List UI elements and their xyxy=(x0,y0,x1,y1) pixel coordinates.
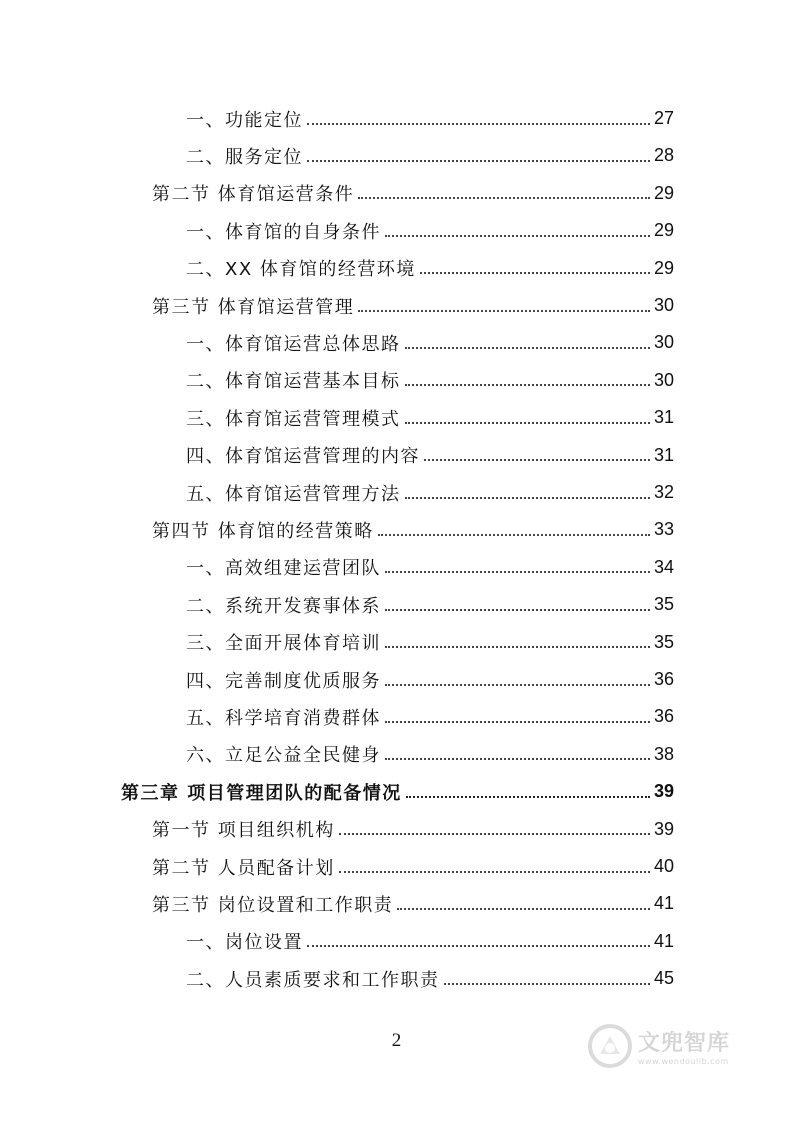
toc-dot-leader xyxy=(339,871,650,873)
toc-entry-item[interactable] xyxy=(186,624,674,661)
toc-dot-leader xyxy=(397,908,650,910)
toc-entry-item[interactable] xyxy=(186,250,674,287)
toc-entry-title: 六、立足公益全民健身 xyxy=(186,745,381,767)
toc-entry-section[interactable] xyxy=(152,885,674,922)
toc-entry-item[interactable] xyxy=(186,362,674,399)
toc-entry-section[interactable] xyxy=(152,848,674,885)
toc-entry-item[interactable] xyxy=(186,549,674,586)
toc-entry-page: 39 xyxy=(653,818,674,839)
watermark-text: 文兜智库 xyxy=(638,1031,731,1056)
toc-entry-title: 一、高效组建运营团队 xyxy=(186,558,381,580)
toc-entry-title: 二、人员素质要求和工作职责 xyxy=(186,969,440,991)
toc-entry-title: 二、XX 体育馆的经营环境 xyxy=(186,259,416,281)
toc-entry-page: 39 xyxy=(653,781,674,802)
toc-dot-leader xyxy=(307,160,650,162)
toc-entry-page: 36 xyxy=(653,706,674,727)
toc-dot-leader xyxy=(358,197,650,199)
wendou-logo-icon xyxy=(588,1024,632,1068)
toc-entry-chapter[interactable] xyxy=(121,773,674,810)
toc-entry-title: 一、功能定位 xyxy=(186,109,303,131)
toc-entry-title: 四、体育馆运营管理的内容 xyxy=(186,446,420,468)
toc-entry-page: 32 xyxy=(653,482,674,502)
watermark-url: www.wendoulib.com xyxy=(638,1057,729,1066)
toc-entry-page: 31 xyxy=(653,444,674,465)
toc-entry-title: 三、全面开展体育培训 xyxy=(186,633,381,655)
toc-entry-page: 28 xyxy=(653,145,674,166)
toc-entry-item[interactable] xyxy=(186,100,674,137)
toc-entry-page: 29 xyxy=(653,257,674,278)
toc-entry-section[interactable] xyxy=(152,287,674,324)
toc-entry-page: 27 xyxy=(653,108,674,128)
toc-entry-item[interactable] xyxy=(186,586,674,623)
toc-entry-title: 二、服务定位 xyxy=(186,146,303,168)
toc-entry-item[interactable] xyxy=(186,212,674,249)
watermark xyxy=(588,1018,758,1074)
toc-dot-leader xyxy=(385,721,650,723)
toc-dot-leader xyxy=(385,609,650,611)
toc-entry-title: 第二节 体育馆运营条件 xyxy=(152,184,355,206)
toc-entry-title: 第一节 项目组织机构 xyxy=(152,820,335,842)
toc-dot-leader xyxy=(405,422,650,424)
toc-entry-page: 30 xyxy=(653,332,674,353)
toc-dot-leader xyxy=(307,123,650,125)
toc-entry-title: 第三章 项目管理团队的配备情况 xyxy=(121,782,402,804)
toc-entry-section[interactable] xyxy=(152,811,674,848)
toc-dot-leader xyxy=(385,684,650,686)
toc-dot-leader xyxy=(405,347,650,349)
toc-dot-leader xyxy=(385,646,650,648)
toc-dot-leader xyxy=(385,235,650,237)
toc-entry-item[interactable] xyxy=(186,698,674,735)
toc-dot-leader xyxy=(444,983,650,985)
toc-entry-page: 29 xyxy=(653,220,674,241)
toc-entry-item[interactable] xyxy=(186,960,674,997)
toc-entry-title: 第四节 体育馆的经营策略 xyxy=(152,520,374,542)
toc-entry-page: 33 xyxy=(653,519,674,540)
toc-entry-page: 36 xyxy=(653,669,674,689)
toc-dot-leader xyxy=(424,459,650,461)
toc-dot-leader xyxy=(405,384,650,386)
toc-entry-page: 31 xyxy=(653,407,674,428)
toc-entry-title: 五、体育馆运营管理方法 xyxy=(186,483,401,505)
toc-entry-page: 38 xyxy=(653,743,674,764)
toc-entry-page: 30 xyxy=(653,369,674,390)
toc-entry-item[interactable] xyxy=(186,661,674,698)
toc-entry-page: 34 xyxy=(653,556,674,577)
toc-dot-leader xyxy=(405,497,650,499)
toc-entry-page: 40 xyxy=(653,856,674,876)
toc-entry-page: 45 xyxy=(653,968,674,989)
toc-entry-item[interactable] xyxy=(186,137,674,174)
toc-entry-page: 35 xyxy=(653,594,674,615)
toc-entry-title: 一、体育馆运营总体思路 xyxy=(186,333,401,355)
toc-entry-title: 第二节 人员配备计划 xyxy=(152,857,335,879)
toc-entry-page: 35 xyxy=(653,631,674,652)
toc-entry-page: 29 xyxy=(653,182,674,203)
toc-dot-leader xyxy=(307,945,650,947)
toc-entry-title: 第三节 岗位设置和工作职责 xyxy=(152,894,394,916)
toc-entry-title: 第三节 体育馆运营管理 xyxy=(152,296,355,318)
toc-entry-title: 一、体育馆的自身条件 xyxy=(186,221,381,243)
toc-entry-item[interactable] xyxy=(186,399,674,436)
toc-entry-item[interactable] xyxy=(186,923,674,960)
toc-entry-item[interactable] xyxy=(186,324,674,361)
toc-dot-leader xyxy=(385,571,650,573)
toc-dot-leader xyxy=(406,796,650,798)
toc-entry-page: 41 xyxy=(653,893,674,914)
toc-entry-item[interactable] xyxy=(186,474,674,511)
toc-dot-leader xyxy=(420,272,650,274)
toc-entry-section[interactable] xyxy=(152,511,674,548)
toc-entry-title: 五、科学培育消费群体 xyxy=(186,707,381,729)
toc-dot-leader xyxy=(385,758,650,760)
toc-entry-item[interactable] xyxy=(186,736,674,773)
toc-entry-title: 一、岗位设置 xyxy=(186,932,303,954)
toc-entry-title: 二、体育馆运营基本目标 xyxy=(186,371,401,393)
toc-entry-section[interactable] xyxy=(152,175,674,212)
toc-dot-leader xyxy=(378,534,650,536)
toc-entry-page: 41 xyxy=(653,930,674,951)
toc-dot-leader xyxy=(339,833,650,835)
toc-entry-page: 30 xyxy=(653,295,674,315)
toc-entry-title: 四、完善制度优质服务 xyxy=(186,670,381,692)
toc-entry-title: 二、系统开发赛事体系 xyxy=(186,595,381,617)
page-number: 2 xyxy=(391,1030,402,1051)
toc-entry-title: 三、体育馆运营管理模式 xyxy=(186,408,401,430)
toc-dot-leader xyxy=(358,310,650,312)
toc-entry-item[interactable] xyxy=(186,437,674,474)
